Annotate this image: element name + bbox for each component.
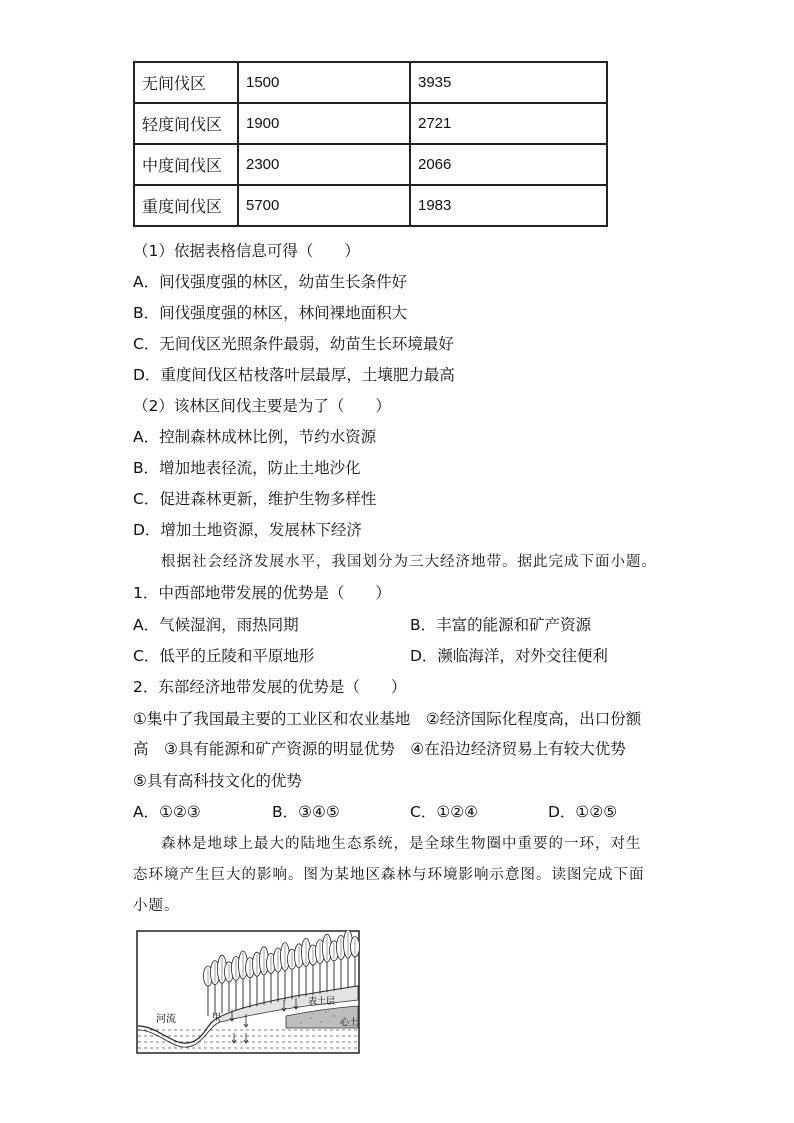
q4-statement-line-3: ⑤具有高科技文化的优势 xyxy=(133,772,302,790)
q4-statement-line-1: ①集中了我国最主要的工业区和农业基地 ②经济国际化程度高，出口份额 xyxy=(133,710,642,728)
value-cell-1: 1500 xyxy=(238,62,410,103)
passage-forest-line-2: 态环境产生巨大的影响。图为某地区森林与环境影响示意图。读图完成下面 xyxy=(133,867,645,883)
table-row xyxy=(134,144,607,185)
q4-option-a: A．①②③ xyxy=(133,803,201,821)
q1-option-c: C．无间伐区光照条件最弱，幼苗生长环境最好 xyxy=(133,335,454,353)
passage-forest-line-3: 小题。 xyxy=(133,898,180,914)
q1-option-b: B．间伐强度强的林区，林间裸地面积大 xyxy=(133,304,408,322)
table-row xyxy=(134,185,607,226)
value-cell-1: 1900 xyxy=(238,103,410,144)
forest-environment-diagram xyxy=(136,930,360,1054)
q4-option-d: D．①②⑤ xyxy=(548,803,618,821)
q4-option-c: C．①②④ xyxy=(410,803,479,821)
q2-stem: （2）该林区间伐主要是为了（ ） xyxy=(133,397,391,415)
q2-option-d: D．增加土地资源，发展林下经济 xyxy=(133,521,362,539)
value-cell-2: 1983 xyxy=(410,185,607,226)
q1-option-d: D．重度间伐区枯枝落叶层最厚，土壤肥力最高 xyxy=(133,366,455,384)
logging-table xyxy=(133,61,608,227)
q3-option-a: A．气候湿润，雨热同期 xyxy=(133,616,299,634)
jia-label: 甲 xyxy=(212,1012,222,1022)
q3-option-b: B．丰富的能源和矿产资源 xyxy=(410,616,592,634)
zone-name-cell: 轻度间伐区 xyxy=(134,103,238,144)
q2-option-b: B．增加地表径流，防止土地沙化 xyxy=(133,459,361,477)
topsoil-label: 表土层 xyxy=(308,996,336,1006)
subsoil-label: 心土 xyxy=(340,1017,359,1027)
value-cell-2: 2721 xyxy=(410,103,607,144)
river-label: 河流 xyxy=(156,1014,176,1025)
q3-option-d: D．濒临海洋，对外交往便利 xyxy=(410,647,608,665)
table-row xyxy=(134,103,607,144)
q2-option-a: A．控制森林成林比例，节约水资源 xyxy=(133,428,377,446)
value-cell-2: 3935 xyxy=(410,62,607,103)
value-cell-1: 5700 xyxy=(238,185,410,226)
q2-option-c: C．促进森林更新，维护生物多样性 xyxy=(133,490,377,508)
q4-stem: 2．东部经济地带发展的优势是（ ） xyxy=(133,678,407,696)
value-cell-2: 2066 xyxy=(410,144,607,185)
q4-option-b: B．③④⑤ xyxy=(272,803,340,821)
q3-stem: 1．中西部地带发展的优势是（ ） xyxy=(133,584,391,602)
zone-name-cell: 中度间伐区 xyxy=(134,144,238,185)
zone-name-cell: 无间伐区 xyxy=(134,62,238,103)
q3-option-c: C．低平的丘陵和平原地形 xyxy=(133,647,315,665)
passage-forest-line-1: 森林是地球上最大的陆地生态系统，是全球生物圈中重要的一环，对生 xyxy=(161,836,642,852)
q4-statement-line-2: 高 ③具有能源和矿产资源的明显优势 ④在沿边经济贸易上有较大优势 xyxy=(133,740,626,758)
zone-name-cell: 重度间伐区 xyxy=(134,185,238,226)
q1-option-a: A．间伐强度强的林区，幼苗生长条件好 xyxy=(133,273,408,291)
passage-economic-zones: 根据社会经济发展水平，我国划分为三大经济地带。据此完成下面小题。 xyxy=(161,554,657,570)
q1-stem: （1）依据表格信息可得（ ） xyxy=(133,242,360,260)
table-row xyxy=(134,62,607,103)
value-cell-1: 2300 xyxy=(238,144,410,185)
